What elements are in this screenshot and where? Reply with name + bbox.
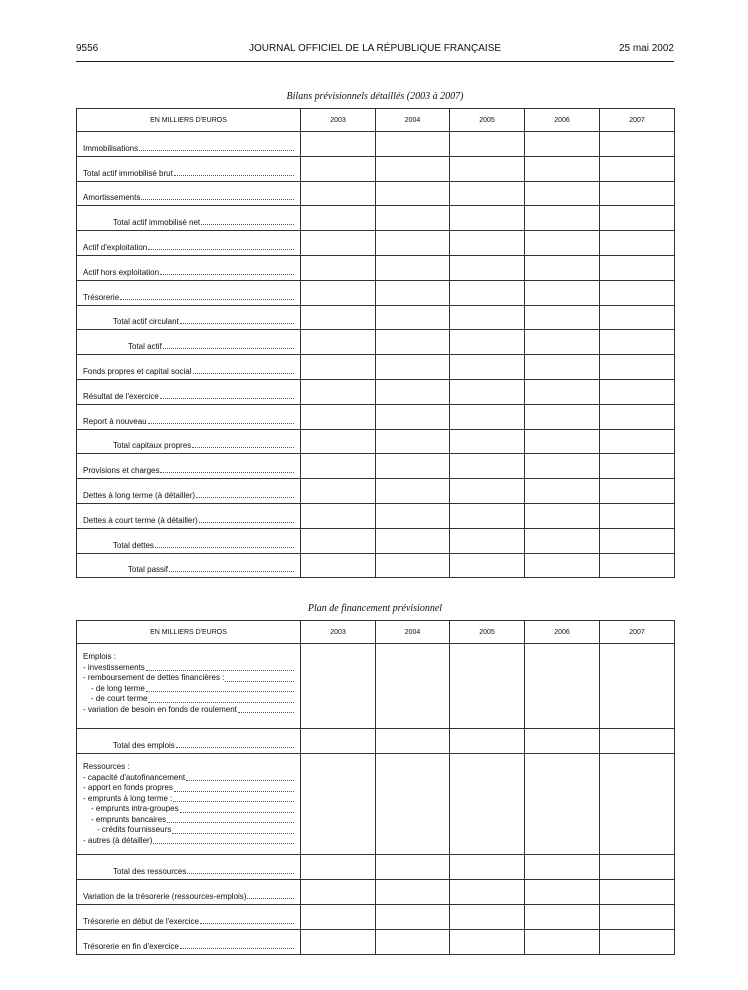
bilans-row-label: Dettes à court terme (à détailler): [83, 515, 198, 525]
tresorerie-fin-value-cell[interactable]: [450, 930, 525, 955]
bilans-value-cell[interactable]: [450, 181, 525, 206]
bilans-value-cell[interactable]: [301, 206, 376, 231]
tresorerie-debut-value-cell[interactable]: [600, 905, 675, 930]
bilans-row-label: Provisions et charges: [83, 466, 160, 476]
leader-dots: [141, 199, 294, 200]
leader-dots: [160, 274, 294, 275]
emplois-line: [83, 652, 294, 663]
ressources-line-text: - emprunts bancaires: [91, 814, 167, 824]
bilans-value-cell[interactable]: [525, 503, 600, 528]
leader-dots: [180, 323, 294, 324]
bilans-value-cell[interactable]: [301, 231, 376, 256]
bilans-row-label-cell: [77, 181, 301, 206]
bilans-row-label: Total actif immobilisé brut: [83, 168, 173, 178]
leader-dots: [139, 150, 294, 151]
leader-dots: [160, 472, 294, 473]
tresorerie-debut-cell: [77, 905, 301, 930]
ressources-line-text: - emprunts intra-groupes: [91, 804, 179, 813]
bilans-value-cell[interactable]: [376, 305, 450, 330]
bilans-row-label-cell: [77, 355, 301, 380]
bilans-value-cell[interactable]: [376, 454, 450, 479]
ressources-value-cell[interactable]: [450, 754, 525, 855]
bilans-value-cell[interactable]: [525, 355, 600, 380]
bilans-value-cell[interactable]: [450, 355, 525, 380]
leader-dots: [146, 691, 294, 692]
emplois-value-cell[interactable]: [600, 644, 675, 729]
ressources-line: [83, 804, 294, 815]
bilans-row-label: Total actif immobilisé net: [113, 218, 201, 228]
ressources-line-text: - emprunts à long terme :: [83, 793, 173, 803]
bilans-value-cell[interactable]: [301, 479, 376, 504]
emplois-line-text: Emplois :: [83, 652, 116, 661]
tresorerie-debut-value-cell[interactable]: [450, 905, 525, 930]
bilans-table: [76, 108, 675, 578]
plan-row-total-emplois: [77, 729, 675, 754]
leader-dots: [167, 822, 294, 823]
bilans-value-cell[interactable]: [376, 553, 450, 578]
emplois-line: [83, 684, 294, 695]
bilans-value-cell[interactable]: [376, 132, 450, 157]
total-ressources-value-cell[interactable]: [450, 855, 525, 880]
ressources-value-cell[interactable]: [301, 754, 376, 855]
bilans-value-cell[interactable]: [301, 553, 376, 578]
bilans-value-cell[interactable]: [301, 429, 376, 454]
variation-cell: [77, 880, 301, 905]
bilans-value-cell[interactable]: [376, 355, 450, 380]
bilans-value-cell[interactable]: [525, 156, 600, 181]
bilans-row: [77, 503, 675, 528]
ressources-line: [83, 794, 294, 805]
ressources-line-text: - capacité d'autofinancement: [83, 772, 186, 782]
page-number: 9556: [76, 43, 99, 54]
plan-year-2004: 2004: [376, 621, 450, 644]
bilans-value-cell[interactable]: [525, 479, 600, 504]
ressources-value-cell[interactable]: [525, 754, 600, 855]
emplois-value-cell[interactable]: [525, 644, 600, 729]
leader-dots: [148, 423, 294, 424]
bilans-value-cell[interactable]: [450, 553, 525, 578]
total-emplois-value-cell[interactable]: [525, 729, 600, 754]
tresorerie-debut-value-cell[interactable]: [525, 905, 600, 930]
ressources-block: [77, 754, 300, 850]
plan-header-row: [77, 621, 675, 644]
bilans-row-label-cell: [77, 255, 301, 280]
leader-dots: [247, 898, 294, 899]
plan-year-2007: 2007: [600, 621, 675, 644]
bilans-value-cell[interactable]: [600, 206, 675, 231]
bilans-value-cell[interactable]: [301, 305, 376, 330]
plan-row-tresorerie-fin: [77, 930, 675, 955]
total-ressources-value-cell[interactable]: [600, 855, 675, 880]
bilans-row-label: Report à nouveau: [83, 416, 147, 426]
bilans-value-cell[interactable]: [525, 528, 600, 553]
variation-label: Variation de la trésorerie (ressources-emplois): [83, 892, 247, 901]
plan-row-total-ressources: [77, 855, 675, 880]
emplois-value-cell[interactable]: [301, 644, 376, 729]
bilans-value-cell[interactable]: [376, 379, 450, 404]
bilans-value-cell[interactable]: [600, 528, 675, 553]
leader-dots: [187, 873, 294, 874]
bilans-row-label: Résultat de l'exercice: [83, 391, 159, 401]
leader-dots: [196, 497, 294, 498]
bilans-value-cell[interactable]: [525, 429, 600, 454]
bilans-value-cell[interactable]: [600, 280, 675, 305]
leader-dots: [201, 224, 294, 225]
leader-dots: [238, 712, 294, 713]
bilans-row: [77, 404, 675, 429]
bilans-value-cell[interactable]: [525, 181, 600, 206]
bilans-row-label-cell: [77, 503, 301, 528]
bilans-year-2003: 2003: [301, 109, 376, 132]
emplois-block: [77, 644, 300, 719]
plan-row-emplois: [77, 644, 675, 729]
bilans-value-cell[interactable]: [450, 305, 525, 330]
page-header: [76, 43, 674, 62]
bilans-value-cell[interactable]: [450, 404, 525, 429]
bilans-value-cell[interactable]: [376, 528, 450, 553]
tresorerie-fin-value-cell[interactable]: [301, 930, 376, 955]
plan-unit-header: EN MILLIERS D'EUROS: [77, 621, 301, 644]
total-emplois-value-cell[interactable]: [301, 729, 376, 754]
bilans-row-label-cell: [77, 330, 301, 355]
emplois-line-text: - variation de besoin en fonds de roulement: [83, 704, 237, 714]
bilans-row: [77, 553, 675, 578]
leader-dots: [163, 348, 294, 349]
tresorerie-debut-label: Trésorerie en début de l'exercice: [83, 917, 199, 926]
bilans-row-label: Total dettes: [113, 540, 154, 550]
bilans-value-cell[interactable]: [301, 181, 376, 206]
bilans-value-cell[interactable]: [525, 132, 600, 157]
emplois-line-text: - investissements: [83, 662, 145, 672]
bilans-value-cell[interactable]: [301, 503, 376, 528]
bilans-row-label-cell: [77, 479, 301, 504]
emplois-line: [83, 705, 294, 716]
leader-dots: [148, 249, 294, 250]
bilans-value-cell[interactable]: [376, 255, 450, 280]
total-ressources-value-cell[interactable]: [376, 855, 450, 880]
bilans-value-cell[interactable]: [525, 231, 600, 256]
emplois-line-text: - remboursement de dettes financières :: [83, 673, 225, 682]
bilans-row-label-cell: [77, 379, 301, 404]
bilans-row-label-cell: [77, 553, 301, 578]
bilans-value-cell[interactable]: [600, 503, 675, 528]
bilans-value-cell[interactable]: [600, 454, 675, 479]
bilans-value-cell[interactable]: [600, 181, 675, 206]
bilans-value-cell[interactable]: [450, 280, 525, 305]
leader-dots: [193, 373, 295, 374]
leader-dots: [160, 398, 294, 399]
bilans-value-cell[interactable]: [450, 454, 525, 479]
bilans-row: [77, 132, 675, 157]
bilans-value-cell[interactable]: [600, 429, 675, 454]
bilans-value-cell[interactable]: [301, 454, 376, 479]
emplois-cell: [77, 644, 301, 729]
bilans-year-2006: 2006: [525, 109, 600, 132]
bilans-row: [77, 156, 675, 181]
bilans-value-cell[interactable]: [376, 181, 450, 206]
bilans-row-label: Fonds propres et capital social: [83, 366, 192, 376]
bilans-value-cell[interactable]: [600, 355, 675, 380]
emplois-line-text: - de court terme: [91, 694, 148, 703]
bilans-year-2007: 2007: [600, 109, 675, 132]
leader-dots: [199, 522, 294, 523]
emplois-line: [83, 673, 294, 684]
total-ressources-value-cell[interactable]: [301, 855, 376, 880]
bilans-row: [77, 231, 675, 256]
bilans-value-cell[interactable]: [450, 132, 525, 157]
ressources-line: [83, 836, 294, 847]
bilans-value-cell[interactable]: [301, 528, 376, 553]
bilans-row-label: Total actif circulant: [113, 317, 179, 327]
bilans-year-2005: 2005: [450, 109, 525, 132]
bilans-row-label-cell: [77, 305, 301, 330]
bilans-value-cell[interactable]: [376, 280, 450, 305]
plan-year-2005: 2005: [450, 621, 525, 644]
bilans-row: [77, 355, 675, 380]
emplois-value-cell[interactable]: [376, 644, 450, 729]
bilans-value-cell[interactable]: [600, 305, 675, 330]
bilans-row: [77, 454, 675, 479]
bilans-row-label-cell: [77, 280, 301, 305]
plan-row-tresorerie-debut: [77, 905, 675, 930]
bilans-value-cell[interactable]: [525, 255, 600, 280]
bilans-value-cell[interactable]: [525, 280, 600, 305]
journal-title: JOURNAL OFFICIEL DE LA RÉPUBLIQUE FRANÇAISE: [248, 43, 502, 54]
variation-value-cell[interactable]: [600, 880, 675, 905]
total-emplois-value-cell[interactable]: [450, 729, 525, 754]
total-ressources-value-cell[interactable]: [525, 855, 600, 880]
bilans-unit-header: EN MILLIERS D'EUROS: [77, 109, 301, 132]
bilans-value-cell[interactable]: [450, 379, 525, 404]
bilans-value-cell[interactable]: [600, 132, 675, 157]
bilans-value-cell[interactable]: [600, 156, 675, 181]
bilans-value-cell[interactable]: [450, 479, 525, 504]
bilans-value-cell[interactable]: [600, 255, 675, 280]
plan-row-variation: [77, 880, 675, 905]
bilans-value-cell[interactable]: [600, 330, 675, 355]
bilans-value-cell[interactable]: [376, 231, 450, 256]
variation-value-cell[interactable]: [376, 880, 450, 905]
total-ressources-cell: [77, 855, 301, 880]
leader-dots: [186, 780, 294, 781]
bilans-value-cell[interactable]: [600, 404, 675, 429]
ressources-line-text: - crédits fournisseurs: [97, 825, 172, 834]
bilans-header-row: [77, 109, 675, 132]
bilans-row-label: Total actif: [128, 342, 162, 352]
leader-dots: [173, 801, 294, 802]
bilans-value-cell[interactable]: [600, 231, 675, 256]
total-ressources-label: Total des ressources: [113, 867, 187, 876]
leader-dots: [200, 923, 294, 924]
leader-dots: [172, 833, 294, 834]
leader-dots: [174, 175, 294, 176]
bilans-value-cell[interactable]: [600, 553, 675, 578]
bilans-row-label: Total capitaux propres: [113, 441, 192, 451]
leader-dots: [174, 791, 294, 792]
leader-dots: [146, 670, 294, 671]
tresorerie-fin-cell: [77, 930, 301, 955]
bilans-value-cell[interactable]: [450, 503, 525, 528]
bilans-value-cell[interactable]: [450, 528, 525, 553]
variation-value-cell[interactable]: [301, 880, 376, 905]
bilans-value-cell[interactable]: [525, 454, 600, 479]
tresorerie-fin-value-cell[interactable]: [376, 930, 450, 955]
total-emplois-value-cell[interactable]: [600, 729, 675, 754]
bilans-row-label-cell: [77, 156, 301, 181]
bilans-value-cell[interactable]: [376, 330, 450, 355]
plan-year-2006: 2006: [525, 621, 600, 644]
bilans-row: [77, 305, 675, 330]
leader-dots: [153, 843, 294, 844]
bilans-row-label: Trésorerie: [83, 292, 120, 302]
bilans-value-cell[interactable]: [525, 330, 600, 355]
bilans-row: [77, 181, 675, 206]
emplois-line-text: - de long terme: [91, 683, 145, 693]
bilans-row-label: Immobilisations: [83, 143, 139, 153]
bilans-value-cell[interactable]: [525, 305, 600, 330]
bilans-value-cell[interactable]: [450, 156, 525, 181]
emplois-line: [83, 663, 294, 674]
ressources-cell: [77, 754, 301, 855]
ressources-line: [83, 815, 294, 826]
leader-dots: [120, 299, 294, 300]
ressources-value-cell[interactable]: [600, 754, 675, 855]
bilans-value-cell[interactable]: [301, 404, 376, 429]
tresorerie-debut-value-cell[interactable]: [301, 905, 376, 930]
bilans-value-cell[interactable]: [301, 330, 376, 355]
bilans-row-label: Dettes à long terme (à détailler): [83, 490, 196, 500]
bilans-value-cell[interactable]: [525, 379, 600, 404]
bilans-row: [77, 479, 675, 504]
bilans-value-cell[interactable]: [450, 206, 525, 231]
ressources-line: [83, 783, 294, 794]
bilans-value-cell[interactable]: [450, 330, 525, 355]
leader-dots: [176, 747, 294, 748]
ressources-line-text: - autres (à détailler): [83, 835, 153, 845]
leader-dots: [180, 812, 294, 813]
bilans-value-cell[interactable]: [376, 156, 450, 181]
bilans-value-cell[interactable]: [301, 379, 376, 404]
tresorerie-fin-label: Trésorerie en fin d'exercice: [83, 942, 179, 951]
bilans-value-cell[interactable]: [450, 255, 525, 280]
bilans-row-label-cell: [77, 231, 301, 256]
ressources-line: [83, 825, 294, 836]
total-emplois-cell: [77, 729, 301, 754]
leader-dots: [192, 447, 294, 448]
tresorerie-fin-value-cell[interactable]: [600, 930, 675, 955]
bilans-row: [77, 280, 675, 305]
tresorerie-fin-value-cell[interactable]: [525, 930, 600, 955]
ressources-line: [83, 773, 294, 784]
publication-date: 25 mai 2002: [618, 43, 674, 54]
emplois-line: [83, 694, 294, 705]
bilans-value-cell[interactable]: [301, 355, 376, 380]
bilans-row-label: Total passif: [128, 565, 169, 575]
bilans-row: [77, 429, 675, 454]
bilans-row-label-cell: [77, 454, 301, 479]
bilans-value-cell[interactable]: [525, 553, 600, 578]
total-emplois-label: Total des emplois: [113, 741, 175, 750]
bilans-value-cell[interactable]: [376, 429, 450, 454]
bilans-value-cell[interactable]: [376, 404, 450, 429]
tresorerie-debut-value-cell[interactable]: [376, 905, 450, 930]
bilans-value-cell[interactable]: [525, 206, 600, 231]
leader-dots: [155, 547, 294, 548]
bilans-value-cell[interactable]: [376, 206, 450, 231]
bilans-value-cell[interactable]: [376, 479, 450, 504]
bilans-row: [77, 330, 675, 355]
bilans-row: [77, 206, 675, 231]
ressources-line-text: - apport en fonds propres: [83, 783, 173, 792]
plan-caption: Plan de financement prévisionnel: [307, 603, 443, 614]
bilans-row-label-cell: [77, 429, 301, 454]
bilans-value-cell[interactable]: [301, 132, 376, 157]
bilans-caption: Bilans prévisionnels détaillés (2003 à 2007): [286, 91, 464, 102]
emplois-value-cell[interactable]: [450, 644, 525, 729]
ressources-value-cell[interactable]: [376, 754, 450, 855]
leader-dots: [225, 681, 294, 682]
bilans-row-label: Actif hors exploitation: [83, 267, 160, 277]
variation-value-cell[interactable]: [525, 880, 600, 905]
bilans-value-cell[interactable]: [525, 404, 600, 429]
bilans-value-cell[interactable]: [376, 503, 450, 528]
bilans-year-2004: 2004: [376, 109, 450, 132]
bilans-value-cell[interactable]: [301, 156, 376, 181]
bilans-value-cell[interactable]: [301, 255, 376, 280]
bilans-value-cell[interactable]: [450, 231, 525, 256]
leader-dots: [169, 571, 294, 572]
bilans-row: [77, 528, 675, 553]
total-emplois-value-cell[interactable]: [376, 729, 450, 754]
bilans-value-cell[interactable]: [450, 429, 525, 454]
plan-row-ressources: [77, 754, 675, 855]
ressources-line: [83, 762, 294, 773]
bilans-row-label-cell: [77, 206, 301, 231]
bilans-row-label-cell: [77, 132, 301, 157]
bilans-value-cell[interactable]: [600, 379, 675, 404]
ressources-line-text: Ressources :: [83, 762, 130, 771]
bilans-row: [77, 379, 675, 404]
plan-table: [76, 620, 675, 955]
bilans-value-cell[interactable]: [600, 479, 675, 504]
leader-dots: [180, 948, 294, 949]
bilans-row-label: Amortissements: [83, 193, 141, 203]
bilans-row-label-cell: [77, 528, 301, 553]
variation-value-cell[interactable]: [450, 880, 525, 905]
bilans-row: [77, 255, 675, 280]
bilans-value-cell[interactable]: [301, 280, 376, 305]
bilans-row-label: Actif d'exploitation: [83, 242, 148, 252]
bilans-row-label-cell: [77, 404, 301, 429]
leader-dots: [148, 702, 294, 703]
plan-year-2003: 2003: [301, 621, 376, 644]
